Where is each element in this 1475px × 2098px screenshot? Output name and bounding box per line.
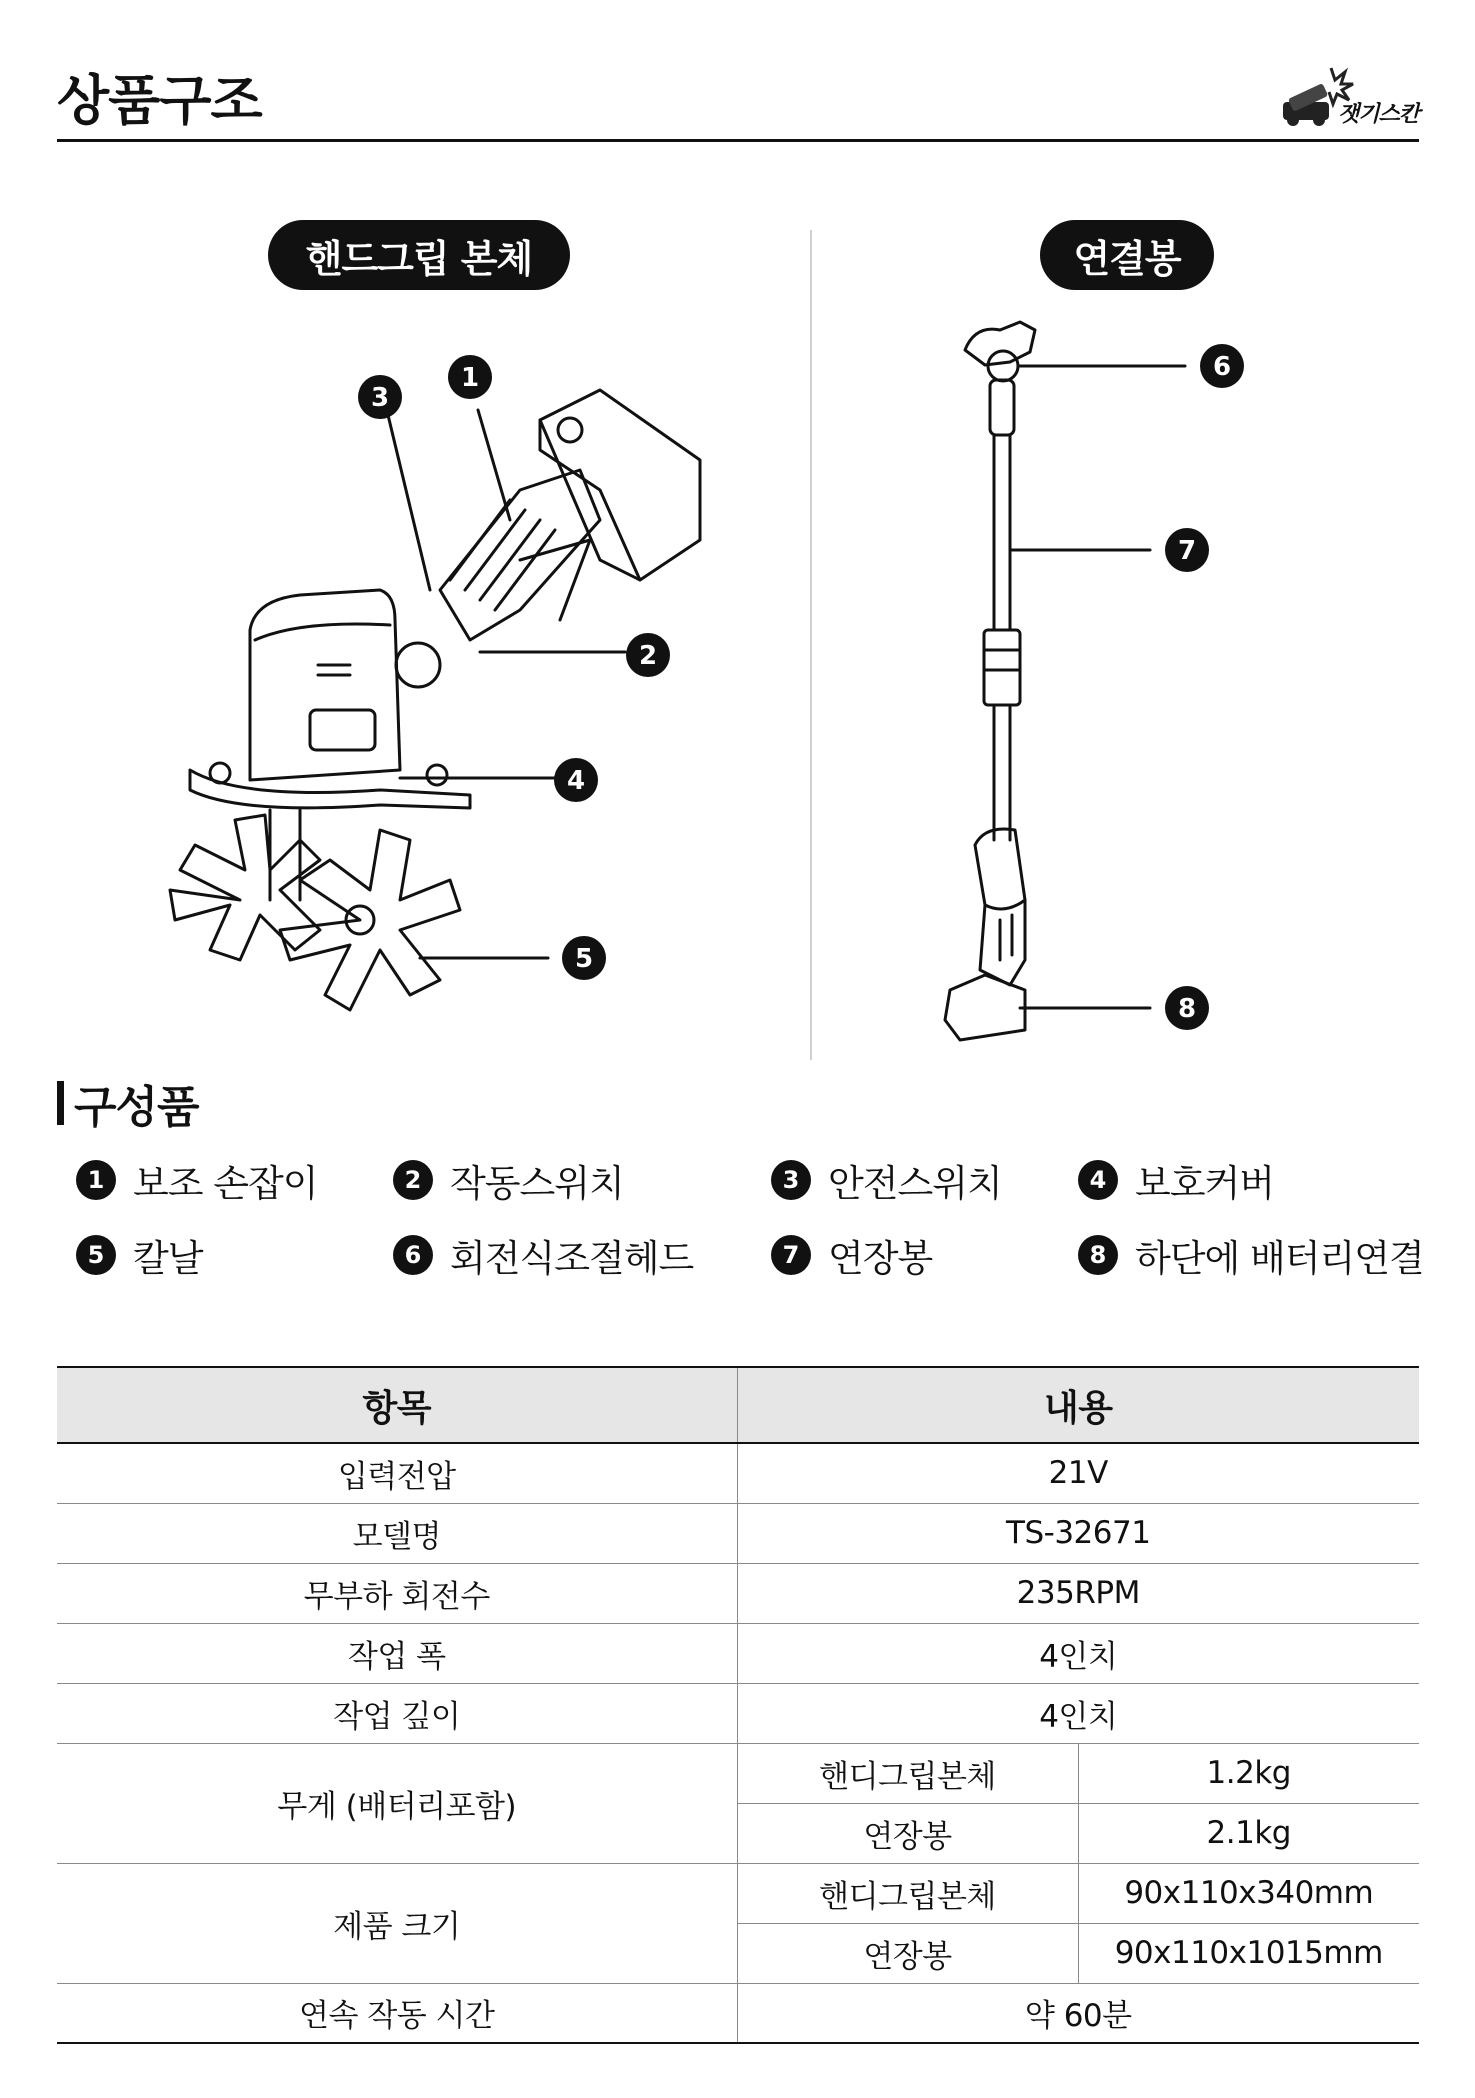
table-row <box>57 1743 1419 1803</box>
components-title: 구성품 <box>74 1082 199 1133</box>
component-label: 안전스위치 <box>828 1162 1002 1205</box>
spec-label: 작업 깊이 <box>57 1683 737 1743</box>
component-number: 6 <box>393 1235 433 1275</box>
spec-label: 연속 작동 시간 <box>57 1983 737 2043</box>
spec-value: 235RPM <box>737 1563 1419 1623</box>
spec-sub-label: 연장봉 <box>737 1923 1078 1983</box>
head-joint-shape <box>990 380 1014 435</box>
vent-shape <box>318 665 350 675</box>
spec-label: 입력전압 <box>57 1443 737 1503</box>
component-label: 작동스위치 <box>450 1162 624 1205</box>
spec-value: 21V <box>737 1443 1419 1503</box>
spec-value: 약 60분 <box>737 1983 1419 2043</box>
spec-value: 90x110x340mm <box>1078 1863 1419 1923</box>
spec-label: 모델명 <box>57 1503 737 1563</box>
spec-value: 4인치 <box>737 1683 1419 1743</box>
spec-value: TS-32671 <box>737 1503 1419 1563</box>
rotating-head-shape <box>965 322 1035 365</box>
spec-value: 4인치 <box>737 1623 1419 1683</box>
pivot-joint-shape <box>396 643 440 687</box>
battery-connector-shape <box>945 975 1025 1040</box>
motor-window-shape <box>310 710 375 750</box>
grip-ridge-shape <box>1000 915 1012 960</box>
spec-sub-label: 연장봉 <box>737 1803 1078 1863</box>
battery-latch-shape <box>558 418 582 442</box>
component-item <box>771 1155 1002 1205</box>
header-content: 내용 <box>737 1367 1419 1443</box>
component-label: 보호커버 <box>1135 1162 1274 1205</box>
cover-bolt-shape <box>427 765 447 785</box>
spec-label: 제품 크기 <box>57 1863 737 1983</box>
callout-line-1 <box>478 410 510 520</box>
component-item <box>393 1155 624 1205</box>
component-item <box>76 1155 317 1205</box>
lower-grip-shape <box>975 829 1025 909</box>
component-number: 2 <box>393 1160 433 1200</box>
battery-side-shape <box>540 420 640 580</box>
component-number: 8 <box>1078 1235 1118 1275</box>
rotating-head-knob-shape <box>988 351 1018 381</box>
brand-logo-text: 잿기스칸 <box>1337 102 1419 127</box>
spec-label: 작업 폭 <box>57 1623 737 1683</box>
component-item <box>1078 1155 1274 1205</box>
spec-label: 무게 (배터리포함) <box>57 1743 737 1863</box>
callout-number-6: 6 <box>1212 352 1232 382</box>
component-number: 1 <box>76 1160 116 1200</box>
section-bar <box>57 1081 64 1125</box>
component-item <box>771 1230 932 1280</box>
callout-line-3 <box>388 415 430 590</box>
callout-number-4: 4 <box>566 766 586 796</box>
component-label: 연장봉 <box>828 1237 933 1280</box>
spec-value: 2.1kg <box>1078 1803 1419 1863</box>
table-row <box>57 1983 1419 2043</box>
blade-left-shape <box>170 815 320 960</box>
component-label: 회전식조절헤드 <box>450 1237 694 1280</box>
components-list <box>76 1155 1475 1315</box>
component-label: 하단에 배터리연결 <box>1135 1237 1424 1280</box>
table-row <box>57 1443 1419 1503</box>
components-section-title <box>57 1078 199 1133</box>
component-number: 3 <box>771 1160 811 1200</box>
extension-rod-title: 연결봉 <box>1040 220 1214 290</box>
cover-bolt-shape <box>210 763 230 783</box>
callout-number-2: 2 <box>638 641 658 671</box>
callout-number-3: 3 <box>370 383 390 413</box>
page-title: 상품구조 <box>57 69 262 132</box>
spec-label: 무부하 회전수 <box>57 1563 737 1623</box>
component-item <box>393 1230 693 1280</box>
lower-rod-shape <box>994 705 1010 840</box>
rod-lock-collar-shape <box>984 630 1020 705</box>
table-row <box>57 1503 1419 1563</box>
guard-shape <box>520 540 590 620</box>
upper-rod-shape <box>994 435 1010 630</box>
handle-shape <box>440 470 600 640</box>
collar-ridges-shape <box>986 650 1018 670</box>
component-label: 칼날 <box>133 1237 203 1280</box>
spec-value: 1.2kg <box>1078 1743 1419 1803</box>
motor-top-shape <box>255 624 390 640</box>
table-row <box>57 1683 1419 1743</box>
blade-right-shape <box>280 830 460 1010</box>
component-number: 7 <box>771 1235 811 1275</box>
callout-number-7: 7 <box>1177 536 1197 566</box>
component-number: 5 <box>76 1235 116 1275</box>
spec-value: 90x110x1015mm <box>1078 1923 1419 1983</box>
callout-number-8: 8 <box>1177 994 1197 1024</box>
component-number: 4 <box>1078 1160 1118 1200</box>
table-row <box>57 1863 1419 1923</box>
table-row <box>57 1563 1419 1623</box>
lower-handle-shape <box>980 900 1025 985</box>
table-header-row <box>57 1367 1419 1443</box>
component-label: 보조 손잡이 <box>133 1162 318 1205</box>
header-item: 항목 <box>57 1367 737 1443</box>
callout-number-5: 5 <box>574 944 594 974</box>
spec-sub-label: 핸디그립본체 <box>737 1863 1078 1923</box>
table-row <box>57 1623 1419 1683</box>
handgrip-body-title: 핸드그립 본체 <box>268 220 570 290</box>
component-item <box>76 1230 202 1280</box>
callout-number-1: 1 <box>460 363 480 393</box>
spec-table <box>57 1366 1419 2044</box>
component-item <box>1078 1230 1424 1280</box>
spec-sub-label: 핸디그립본체 <box>737 1743 1078 1803</box>
